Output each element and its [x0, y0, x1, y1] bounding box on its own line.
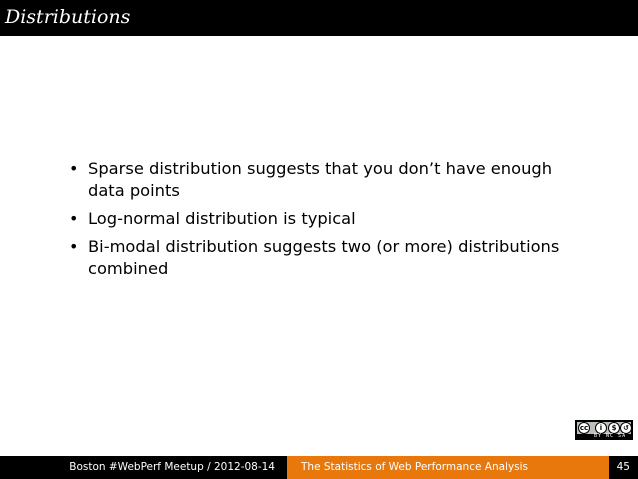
footer-event	[0, 456, 287, 479]
bullet-dot-icon: •	[69, 159, 79, 178]
footer-talk-title-text: The Statistics of Web Performance Analysis	[301, 461, 529, 473]
bullet-text-line: Log-normal distribution is typical	[88, 209, 356, 228]
creative-commons-by-nc-sa-icon	[575, 420, 633, 440]
cc-badge-sublabel: BY NC SA	[594, 433, 627, 439]
nc-icon: $	[608, 422, 620, 434]
bullet-dot-icon: •	[69, 209, 79, 228]
bullet-dot-icon: •	[69, 237, 79, 256]
bullet-text-line: data points	[88, 181, 180, 200]
bullet-text-line: combined	[88, 259, 169, 278]
page-number: 45	[616, 461, 630, 473]
bullet-list	[68, 158, 588, 286]
bullet-text-line: Bi-modal distribution suggests two (or more) distributions	[88, 237, 560, 256]
cc-icon: cc	[579, 424, 589, 432]
bullet-item	[68, 158, 588, 202]
bullet-text-line: Sparse distribution suggests that you don’t have enough	[88, 159, 553, 178]
footer-page-number	[609, 456, 638, 479]
title-bar	[0, 0, 638, 36]
footer	[0, 456, 638, 479]
sa-icon: ↺	[620, 422, 632, 434]
bullet-item	[68, 208, 588, 230]
footer-talk-title	[287, 456, 609, 479]
footer-event-text: Boston #WebPerf Meetup / 2012-08-14	[69, 461, 275, 473]
bullet-item	[68, 236, 588, 280]
by-icon: i	[595, 422, 607, 434]
slide-title: Distributions	[5, 6, 131, 28]
